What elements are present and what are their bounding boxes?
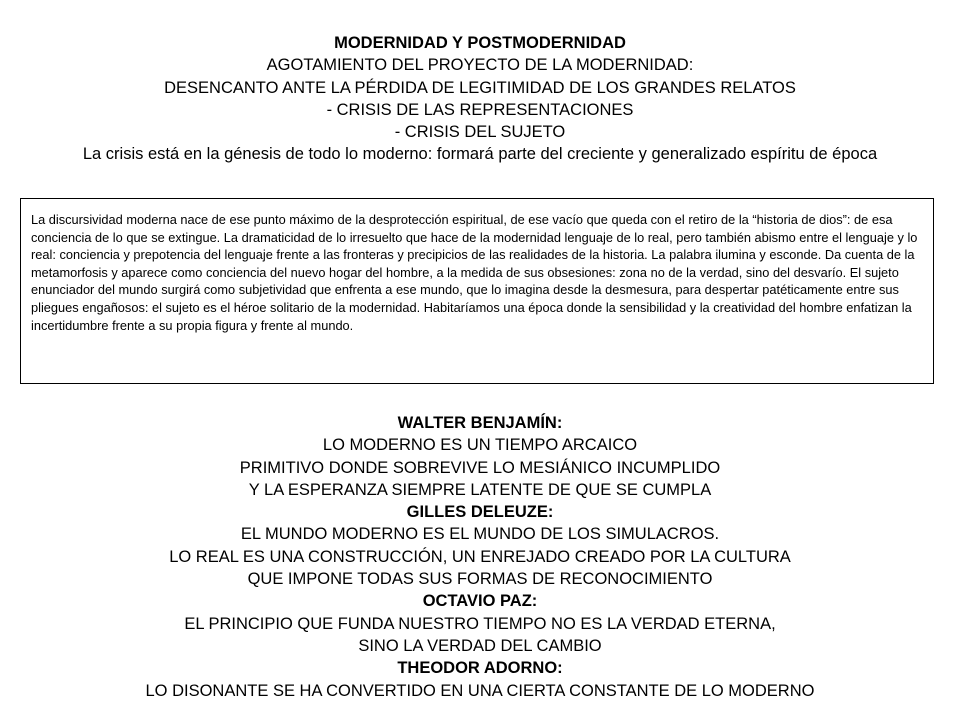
quote-line: QUE IMPONE TODAS SUS FORMAS DE RECONOCIMIENTO: [247, 570, 713, 589]
quote-line: EL PRINCIPIO QUE FUNDA NUESTRO TIEMPO NO ES LA VERDAD ETERNA,: [184, 614, 776, 633]
quote-line: EL MUNDO MODERNO ES EL MUNDO DE LOS SIMULACROS.: [240, 525, 720, 544]
header-line-crisis-representaciones: - CRISIS DE LAS REPRESENTACIONES: [326, 100, 634, 119]
quote-line: LO REAL ES UNA CONSTRUCCIÓN, UN ENREJADO CREADO POR LA CULTURA: [169, 547, 791, 566]
quote-line: LO MODERNO ES UN TIEMPO ARCAICO: [322, 436, 638, 455]
header-line-desencanto: DESENCANTO ANTE LA PÉRDIDA DE LEGITIMIDAD DE LOS GRANDES RELATOS: [164, 78, 796, 97]
author-adorno: THEODOR ADORNO:: [397, 659, 563, 678]
header-line-agotamiento: AGOTAMIENTO DEL PROYECTO DE LA MODERNIDAD:: [266, 56, 694, 75]
author-paz: OCTAVIO PAZ:: [422, 592, 538, 611]
quote-line: Y LA ESPERANZA SIEMPRE LATENTE DE QUE SE CUMPLA: [248, 480, 712, 499]
header-line-crisis-sujeto: - CRISIS DEL SUJETO: [394, 123, 566, 142]
header-block: [60, 32, 900, 166]
discursividad-text-box: [20, 198, 934, 384]
quote-line: SINO LA VERDAD DEL CAMBIO: [358, 636, 602, 655]
header-line-genesis: La crisis está en la génesis de todo lo moderno: formará parte del creciente y generalizado espíritu de época: [82, 145, 878, 164]
discursividad-paragraph: La discursividad moderna nace de ese punto máximo de la desprotección espiritual, de ese vacío que queda con el retiro de la “historia de dios”: de esa conciencia de lo que se extingue. La dramaticidad de lo irresuelto que hace de la modernidad lenguaje de lo real, pero también abismo entre el lenguaje y lo real: conciencia y prepotencia del lenguaje frente a las fronteras y precipicios de las realidades de la historia. La palabra ilumina y esconde. Da cuenta de la metamorfosis y aparece como conciencia del nuevo hogar del hombre, a la medida de sus obsesiones: zona no de la verdad, sino del desvarío. El sujeto enunciador del mundo surgirá como subjetividad que enfrenta a ese mundo, que lo imagina desde la desmesura, para despertar patéticamente entre sus pliegues engañosos: el sujeto es el héroe solitario de la modernidad. Habitaríamos una época donde la sensibilidad y la creatividad del hombre enfatizan la incertidumbre frente a su propia figura y frente al mundo.: [31, 212, 918, 333]
quote-line: LO DISONANTE SE HA CONVERTIDO EN UNA CIERTA CONSTANTE DE LO MODERNO: [145, 681, 815, 700]
quote-line: PRIMITIVO DONDE SOBREVIVE LO MESIÁNICO INCUMPLIDO: [239, 458, 721, 477]
author-benjamin: WALTER BENJAMÍN:: [397, 414, 563, 432]
author-deleuze: GILLES DELEUZE:: [406, 503, 554, 522]
quotes-block: [40, 412, 920, 702]
page-title: MODERNIDAD Y POSTMODERNIDAD: [334, 34, 626, 52]
